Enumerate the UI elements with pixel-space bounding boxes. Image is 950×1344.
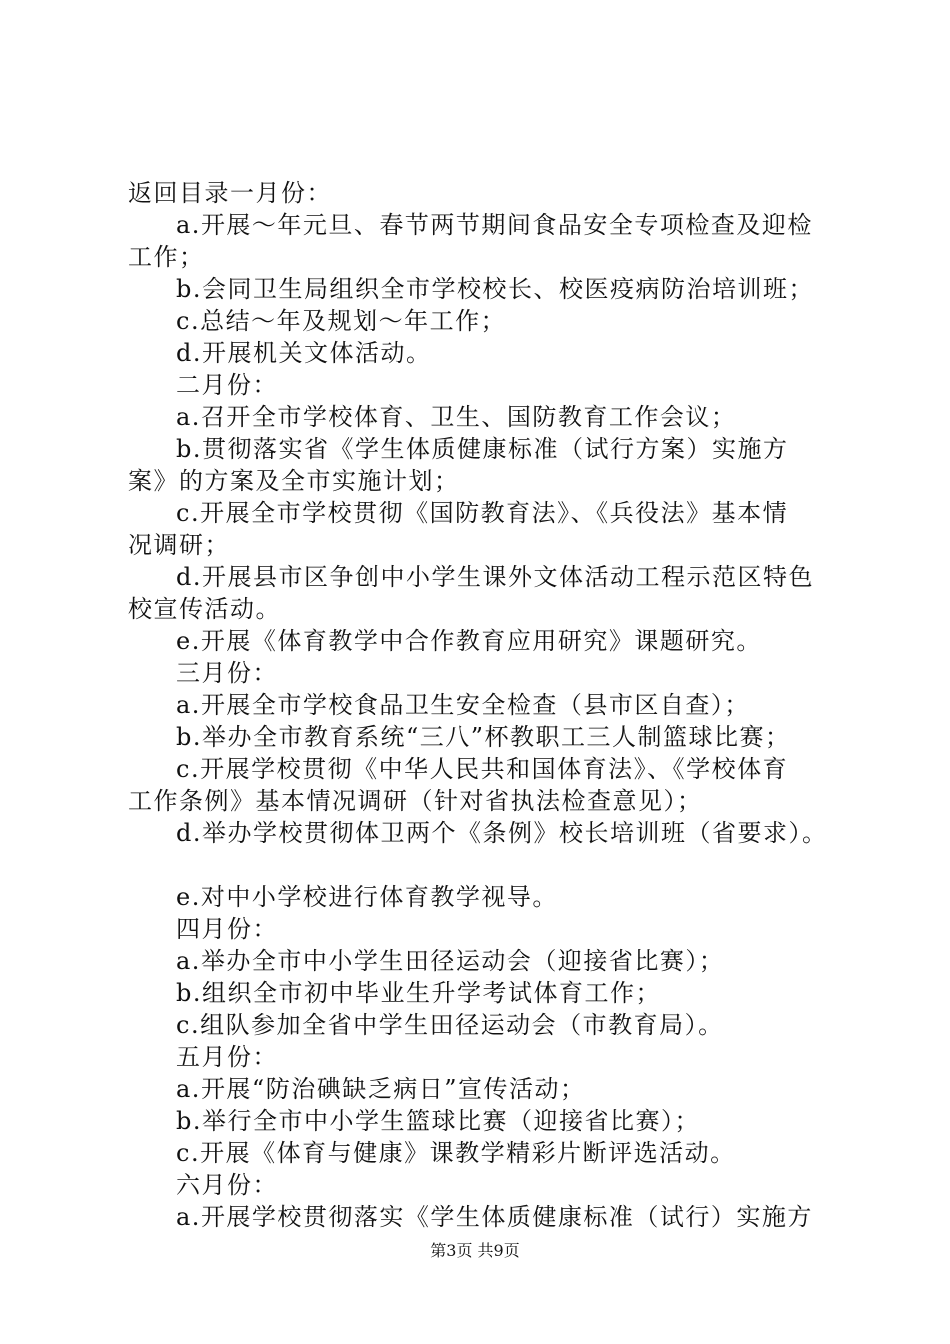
text-line: d.开展县市区争创中小学生课外文体活动工程示范区特色 <box>176 563 814 591</box>
document-body <box>128 177 848 1233</box>
text-line: c.开展《体育与健康》课教学精彩片断评选活动。 <box>176 1139 736 1167</box>
text-line: e.开展《体育教学中合作教育应用研究》课题研究。 <box>176 627 762 655</box>
text-line: a.举办全市中小学生田径运动会（迎接省比赛）； <box>176 947 725 975</box>
text-line: 五月份： <box>176 1043 278 1071</box>
text-line: a.开展“防治碘缺乏病日”宣传活动； <box>176 1075 586 1103</box>
text-line: 返回目录一月份： <box>128 179 332 207</box>
text-line: 三月份： <box>176 659 278 687</box>
text-line: 况调研； <box>128 531 230 559</box>
text-line: 案》的方案及全市实施计划； <box>128 467 460 495</box>
text-line: b.举办全市教育系统“三八”杯教职工三人制篮球比赛； <box>176 723 791 751</box>
text-line: c.组队参加全省中学生田径运动会（市教育局）。 <box>176 1011 724 1039</box>
text-line: e.对中小学校进行体育教学视导。 <box>176 883 558 911</box>
text-line: b.会同卫生局组织全市学校校长、校医疫病防治培训班； <box>176 275 814 303</box>
text-line: 校宣传活动。 <box>128 595 281 623</box>
text-line: 二月份： <box>176 371 278 399</box>
blank-line <box>128 849 848 881</box>
text-line: c.开展学校贯彻《中华人民共和国体育法》、《学校体育 <box>176 755 789 783</box>
text-line: c.开展全市学校贯彻《国防教育法》、《兵役法》基本情 <box>176 499 789 527</box>
page-footer: 第3页 共9页 <box>430 1241 520 1260</box>
text-line: b.组织全市初中毕业生升学考试体育工作； <box>176 979 661 1007</box>
text-line: a.召开全市学校体育、卫生、国防教育工作会议； <box>176 403 737 431</box>
text-line: d.举办学校贯彻体卫两个《条例》校长培训班（省要求）。 <box>176 819 828 847</box>
text-line: b.贯彻落实省《学生体质健康标准（试行方案）实施方 <box>176 435 789 463</box>
text-line: 四月份： <box>176 915 278 943</box>
text-line: c.总结～年及规划～年工作； <box>176 307 507 335</box>
text-line: b.举行全市中小学生篮球比赛（迎接省比赛）； <box>176 1107 700 1135</box>
text-line: a.开展全市学校食品卫生安全检查（县市区自查）； <box>176 691 750 719</box>
text-line: a.开展～年元旦、春节两节期间食品安全专项检查及迎检 <box>176 211 813 239</box>
text-line: 工作； <box>128 243 205 271</box>
text-line: d.开展机关文体活动。 <box>176 339 432 367</box>
text-line: 工作条例》基本情况调研（针对省执法检查意见）； <box>128 787 703 815</box>
text-line: 六月份： <box>176 1171 278 1199</box>
text-line: a.开展学校贯彻落实《学生体质健康标准（试行）实施方 <box>176 1203 813 1231</box>
